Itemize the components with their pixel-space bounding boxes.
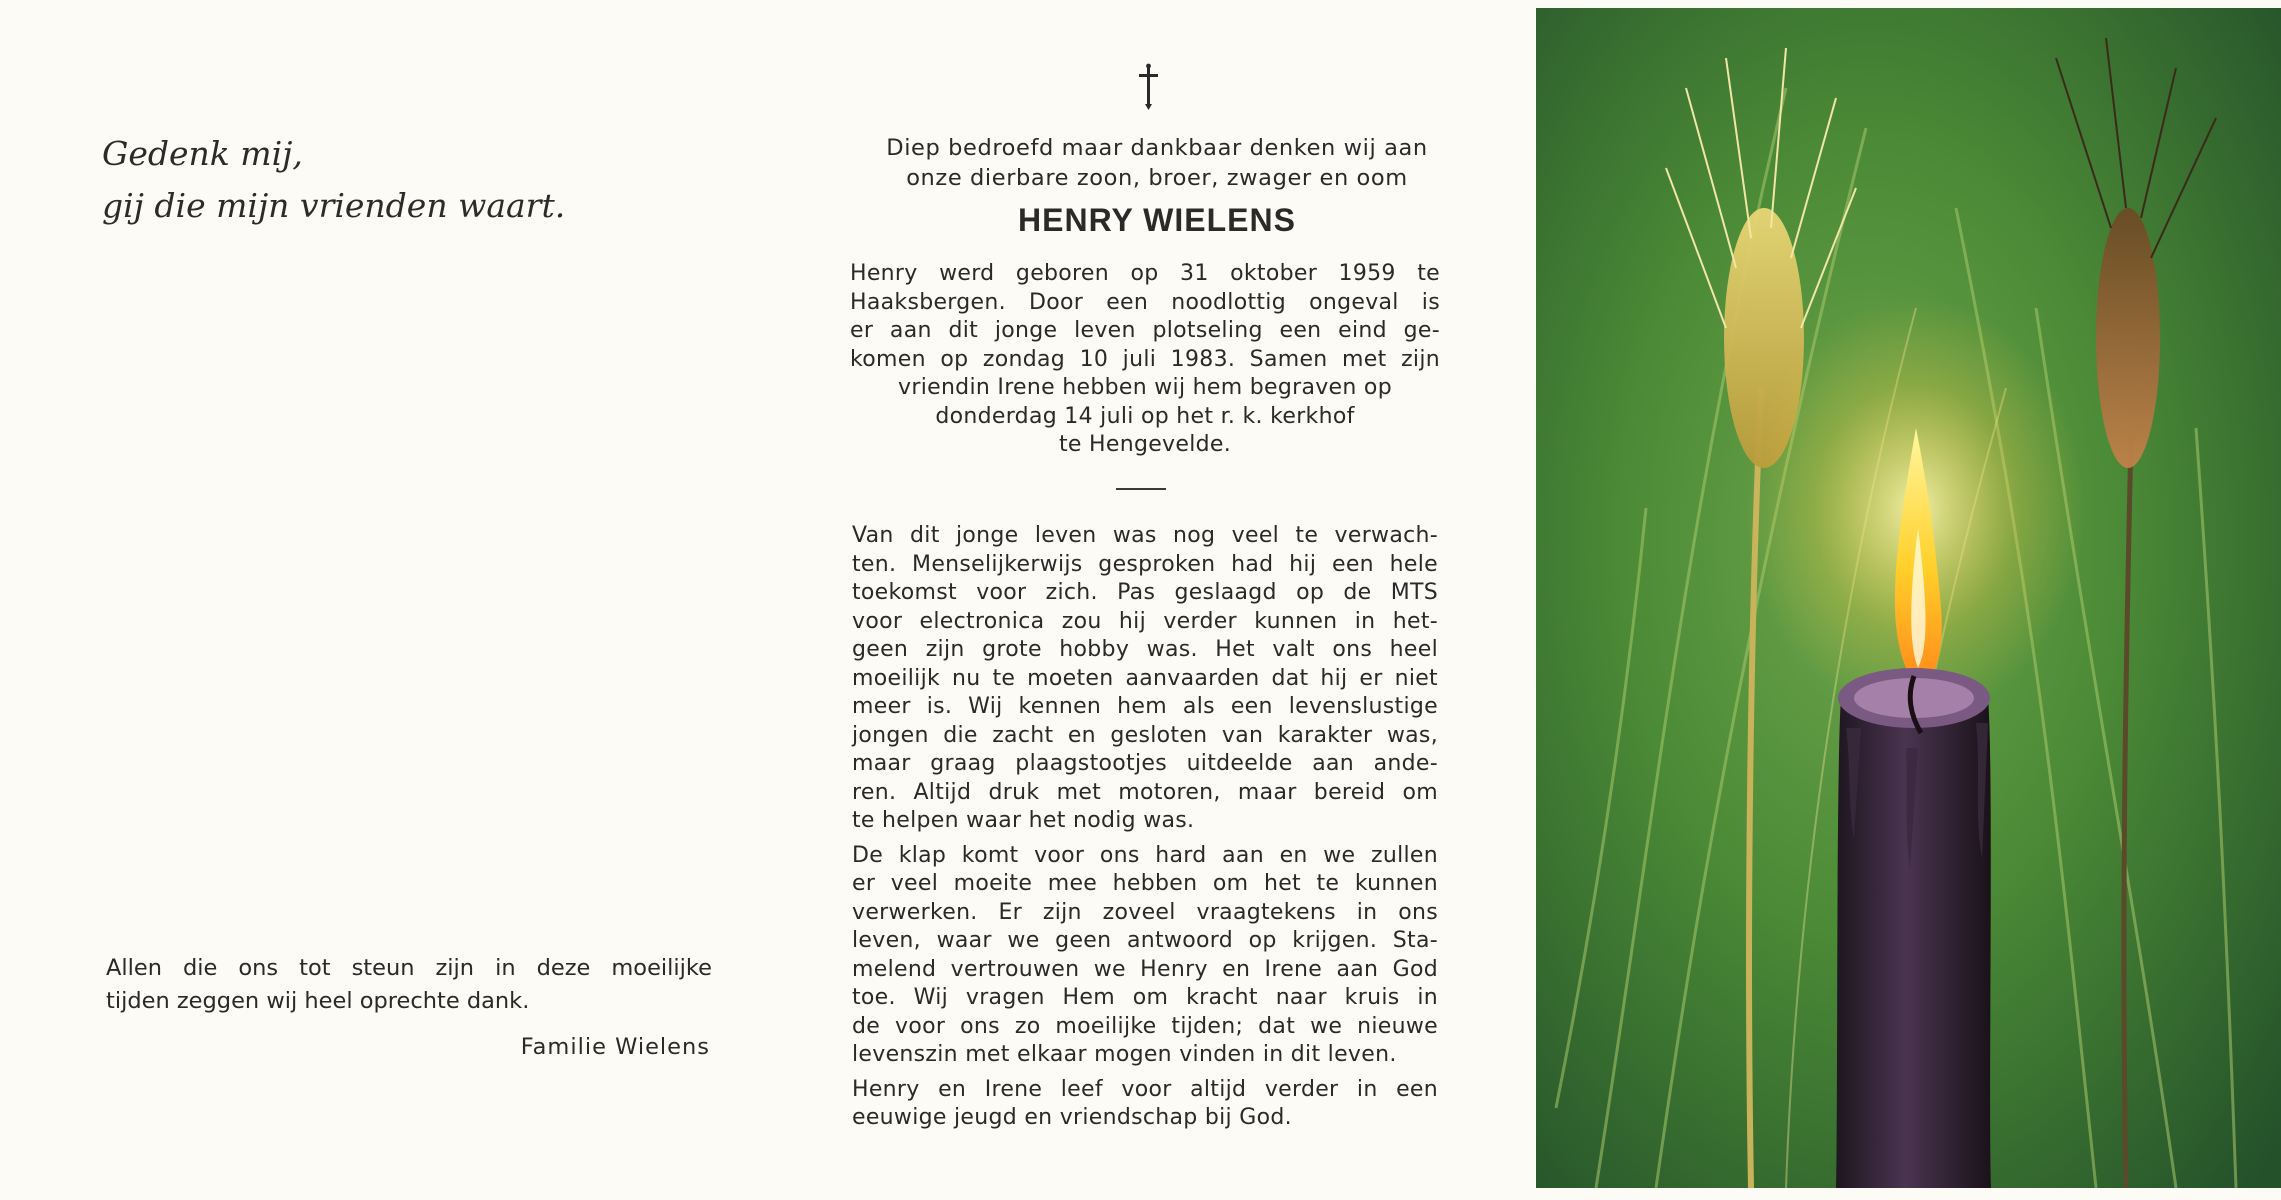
intro-line-2: onze dierbare zoon, broer, zwager en oom [906,165,1408,191]
middle-panel [782,0,1542,1190]
text-line: de voor ons zo moeilijke tijden; dat we nieuwe [852,1013,1438,1039]
left-panel [20,0,782,1190]
text-line: verwerken. Er zijn zoveel vraagtekens in ons [852,899,1438,925]
bio-line: Haaksbergen. Door een noodlottig ongeval is [850,289,1440,315]
photo-illustration [1536,8,2281,1188]
text-line: voor electronica zou hij verder kunnen in het- [852,608,1438,634]
text-line: Van dit jonge leven was nog veel te verwach- [852,523,1438,548]
intro-line-1: Diep bedroefd maar dankbaar denken wij aan [886,135,1428,161]
family-signature: Familie Wielens [520,1034,710,1060]
bio-line: Henry werd geboren op 31 oktober 1959 te [850,261,1440,286]
bio-line: te Hengevelde. [1058,432,1232,457]
quote-line-1: Gedenk mij, [102,134,303,173]
text-line: leven, waar we geen antwoord op krijgen. Sta- [852,928,1438,953]
paragraph-2 [852,842,1438,1070]
text-line: ten. Menselijkerwijs gesproken had hij een hele [852,551,1438,577]
text-line: toe. Wij vragen Hem om kracht naar kruis in [852,985,1438,1010]
bio-line: er aan dit jonge leven plotseling een eind ge- [850,318,1440,343]
thanks-text [106,952,712,1018]
cross-icon [1134,60,1164,110]
text-line: te helpen waar het nodig was. [852,808,1195,833]
text-line: eeuwige jeugd en vriendschap bij God. [852,1105,1292,1130]
text-line: jongen die zacht en gesloten van karakter was, [852,722,1438,748]
text-line: melend vertrouwen we Henry en Irene aan God [852,956,1438,982]
bio-line: vriendin Irene hebben wij hem begraven op [898,375,1392,400]
text-line: moeilijk nu te moeten aanvaarden dat hij er niet [852,665,1438,691]
paragraph-3 [852,1076,1438,1133]
text-line: geen zijn grote hobby was. Het valt ons heel [852,637,1438,662]
text-line: er veel moeite mee hebben om het te kunnen [852,871,1438,896]
memorial-text [852,522,1438,1139]
candle-wheat-photo [1536,8,2281,1188]
text-line: De klap komt voor ons hard aan en we zullen [852,842,1438,868]
deceased-name: HENRY WIELENS [1018,202,1296,238]
quote-line-2: gij die mijn vrienden waart. [102,186,566,225]
intro-text [842,133,1472,193]
bio-line: donderdag 14 juli op het r. k. kerkhof [935,403,1355,429]
text-line: ren. Altijd druk met motoren, maar bereid om [852,779,1438,805]
text-line: meer is. Wij kennen hem als een levenslustige [852,694,1438,719]
biography [850,260,1440,460]
text-line: toekomst voor zich. Pas geslaagd op de MTS [852,580,1438,605]
thanks-line-2: tijden zeggen wij heel oprechte dank. [106,988,530,1014]
text-line: maar graag plaagstootjes uitdeelde aan ande- [852,751,1438,776]
bio-line: komen op zondag 10 juli 1983. Samen met zijn [850,346,1440,372]
thanks-line-1: Allen die ons tot steun zijn in deze moeilijke [106,955,712,981]
text-line: Henry en Irene leef voor altijd verder in een [852,1076,1438,1102]
memorial-quote [102,128,565,232]
paragraph-1 [852,522,1438,836]
section-divider [1116,488,1166,490]
text-line: levenszin met elkaar mogen vinden in dit leven. [852,1042,1397,1067]
